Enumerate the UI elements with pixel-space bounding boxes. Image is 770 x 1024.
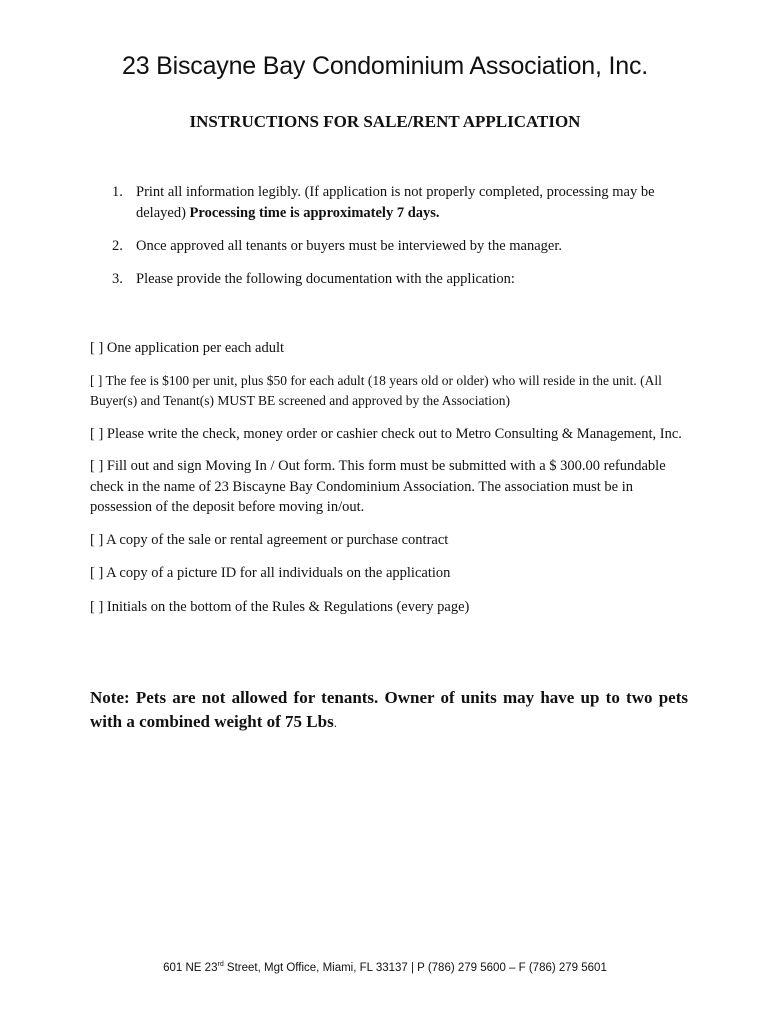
footer-address-start: 601 NE 23	[163, 962, 218, 974]
checklist-item-agreement-copy: [ ] A copy of the sale or rental agreement or purchase contract	[90, 531, 449, 548]
checklist-item-picture-id: [ ] A copy of a picture ID for all individuals on the application	[90, 565, 451, 581]
documentation-checklist	[90, 338, 690, 617]
instruction-text: Please provide the following documentation with the application:	[136, 271, 515, 287]
checklist-item-initials: [ ] Initials on the bottom of the Rules & Regulations (every page)	[90, 598, 470, 615]
instructions-list	[112, 182, 692, 302]
pets-note-period: .	[333, 715, 337, 730]
pets-note-text: Note: Pets are not allowed for tenants. Owner of units may have up to two pets with a combined weight of 75 Lbs	[90, 688, 688, 731]
instruction-text: Once approved all tenants or buyers must be interviewed by the manager.	[136, 238, 563, 254]
association-title: 23 Biscayne Bay Condominium Association, Inc.	[122, 52, 648, 80]
instruction-number: 1.	[112, 184, 123, 200]
checklist-item-check-payee: [ ] Please write the check, money order or cashier check out to Metro Consulting & Management, Inc.	[90, 425, 682, 442]
instruction-number: 2.	[112, 238, 123, 254]
instruction-text: Print all information legibly. (If application is not properly completed, processing may be delayed)	[136, 184, 655, 221]
instruction-number: 3.	[112, 271, 123, 287]
instruction-item	[112, 236, 692, 257]
footer-address	[0, 962, 770, 974]
processing-time-note: Processing time is approximately 7 days.	[189, 205, 440, 221]
footer-address-rest: Street, Mgt Office, Miami, FL 33137 | P (786) 279 5600 – F (786) 279 5601	[223, 962, 607, 974]
pets-note	[90, 686, 688, 735]
checklist-item-application: [ ] One application per each adult	[90, 340, 285, 356]
instruction-item	[112, 182, 692, 224]
checklist-item-fee: [ ] The fee is $100 per unit, plus $50 for each adult (18 years old or older) who will reside in the unit. (All Buyer(s) and Tenant(s) MUST BE screened and approved by the Association)	[90, 372, 662, 408]
checklist-item-moving-form: [ ] Fill out and sign Moving In / Out form. This form must be submitted with a $ 300.00 refundable check in the name of 23 Biscayne Bay Condominium Association. The association must be in possession of the deposit before moving in/out.	[90, 458, 666, 515]
footer-ordinal-suffix: rd	[217, 961, 224, 969]
instructions-heading: INSTRUCTIONS FOR SALE/RENT APPLICATION	[189, 112, 581, 131]
instruction-item	[112, 269, 692, 290]
